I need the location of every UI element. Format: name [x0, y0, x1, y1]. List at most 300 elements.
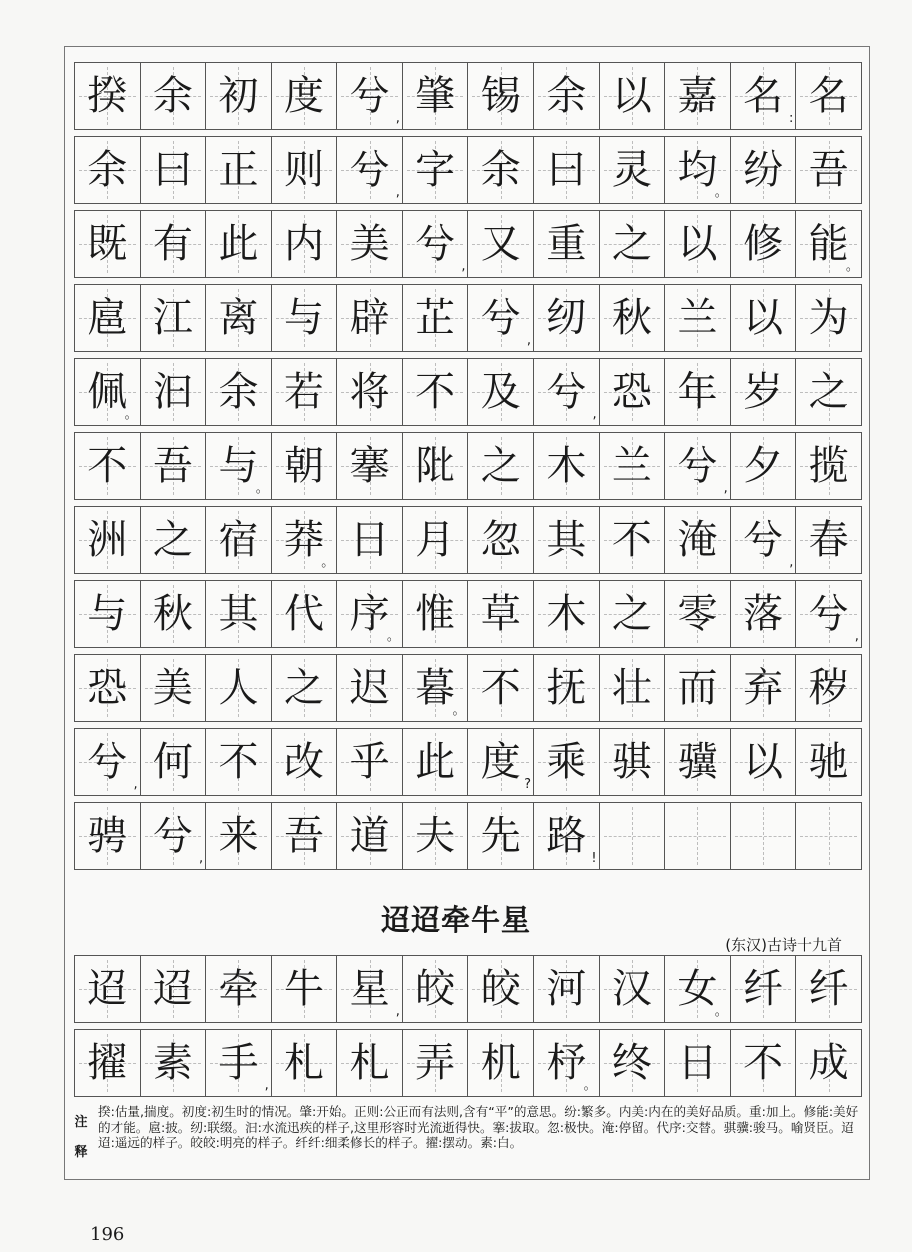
punctuation-mark: , [264, 1078, 269, 1093]
grid-cell [272, 655, 338, 721]
character: 纤 [808, 966, 849, 1012]
grid-cell [75, 507, 141, 573]
character: 序 [349, 591, 390, 637]
character: 之 [480, 443, 521, 489]
character: 兮 [546, 369, 587, 415]
character: 来 [218, 813, 259, 859]
punctuation-mark: , [526, 333, 532, 348]
punctuation-mark: , [395, 185, 400, 200]
grid-cell [731, 803, 797, 869]
character: 兮 [152, 813, 193, 859]
grid-cell [337, 956, 403, 1022]
punctuation-mark: , [789, 555, 794, 570]
grid-cell [665, 803, 731, 869]
character: 纷 [743, 147, 784, 193]
page-number: 196 [90, 1224, 125, 1245]
grid-cell [796, 63, 861, 129]
character: 淹 [677, 517, 718, 563]
grid-cell [75, 285, 141, 351]
grid-cell [665, 137, 731, 203]
grid-cell [206, 211, 272, 277]
character: 之 [284, 665, 325, 711]
character: 惟 [415, 591, 456, 637]
grid-cell [75, 655, 141, 721]
character: 阰 [415, 443, 456, 489]
punctuation-mark: 。 [452, 703, 466, 718]
grid-cell [141, 729, 207, 795]
grid-cell [796, 1030, 861, 1096]
punctuation-mark: , [461, 259, 466, 274]
grid-cell [600, 581, 666, 647]
grid-cell [468, 285, 534, 351]
grid-cell [403, 655, 469, 721]
grid-cell [731, 1030, 797, 1096]
punctuation-mark: ! [591, 851, 597, 866]
grid-cell [337, 433, 403, 499]
grid-cell [206, 729, 272, 795]
punctuation-mark: 。 [714, 1004, 728, 1019]
grid-cell [272, 507, 338, 573]
grid-row [74, 432, 862, 500]
grid-cell [796, 507, 861, 573]
character: 汩 [152, 369, 193, 415]
grid-cell [665, 433, 731, 499]
grid-cell [600, 655, 666, 721]
character: 字 [415, 147, 456, 193]
character: 乎 [349, 739, 390, 785]
character: 离 [218, 295, 259, 341]
character: 重 [546, 221, 587, 267]
character: 改 [284, 739, 325, 785]
grid-cell [468, 803, 534, 869]
character: 牵 [218, 966, 259, 1012]
character: 札 [284, 1040, 325, 1086]
character: 不 [87, 443, 128, 489]
character: 手 [218, 1040, 259, 1086]
grid-cell [141, 137, 207, 203]
grid-cell [141, 285, 207, 351]
grid-cell [403, 63, 469, 129]
character: 既 [87, 221, 128, 267]
character: 吾 [152, 443, 193, 489]
grid-cell [468, 211, 534, 277]
character: 春 [808, 517, 849, 563]
character: 终 [611, 1040, 652, 1086]
character: 其 [218, 591, 259, 637]
grid-cell [534, 803, 600, 869]
grid-cell [337, 507, 403, 573]
grid-cell [600, 1030, 666, 1096]
character: 兮 [677, 443, 718, 489]
grid-cell [272, 63, 338, 129]
grid-cell [796, 655, 861, 721]
character: 忽 [480, 517, 521, 563]
character: 之 [808, 369, 849, 415]
character: 朝 [284, 443, 325, 489]
grid-cell [141, 956, 207, 1022]
grid-cell [272, 211, 338, 277]
grid-cell [534, 285, 600, 351]
grid-cell [534, 433, 600, 499]
grid-cell [337, 803, 403, 869]
grid-cell [731, 137, 797, 203]
grid-cell [600, 803, 666, 869]
grid-cell [600, 507, 666, 573]
grid-cell [731, 211, 797, 277]
character: 为 [808, 295, 849, 341]
character: 与 [87, 591, 128, 637]
character: 能 [808, 221, 849, 267]
character: 乘 [546, 739, 587, 785]
character: 余 [546, 73, 587, 119]
grid-cell [731, 63, 797, 129]
grid-cell [665, 581, 731, 647]
grid-cell [796, 137, 861, 203]
grid-cell [403, 433, 469, 499]
grid-cell [337, 137, 403, 203]
character: 成 [808, 1040, 849, 1086]
grid-cell [75, 211, 141, 277]
character: 嘉 [677, 73, 718, 119]
character: 星 [349, 966, 390, 1012]
character: 日 [349, 517, 390, 563]
grid-cell [665, 655, 731, 721]
character: 日 [677, 1040, 718, 1086]
character: 度 [284, 73, 325, 119]
grid-row [74, 802, 862, 870]
grid-row [74, 284, 862, 352]
character: 以 [743, 295, 784, 341]
character: 夕 [743, 443, 784, 489]
grid-row [74, 506, 862, 574]
grid-cell [796, 956, 861, 1022]
grid-cell [141, 1030, 207, 1096]
grid-cell [272, 359, 338, 425]
character: 揆 [87, 73, 128, 119]
grid-cell [75, 1030, 141, 1096]
character: 余 [480, 147, 521, 193]
grid-cell [600, 211, 666, 277]
character: 木 [546, 443, 587, 489]
character: 零 [677, 591, 718, 637]
character: 木 [546, 591, 587, 637]
grid-cell [206, 137, 272, 203]
character: 兮 [808, 591, 849, 637]
grid-cell [337, 655, 403, 721]
character: 兮 [349, 73, 390, 119]
character: 迢 [87, 966, 128, 1012]
grid-cell [731, 285, 797, 351]
character: 之 [611, 221, 652, 267]
grid-cell [731, 433, 797, 499]
grid-cell [337, 581, 403, 647]
character: 度 [480, 739, 521, 785]
grid-cell [337, 1030, 403, 1096]
character: 芷 [415, 295, 456, 341]
grid-cell [731, 581, 797, 647]
grid-row [74, 1029, 862, 1097]
character: 女 [677, 966, 718, 1012]
grid-cell [600, 433, 666, 499]
character: 皎 [480, 966, 521, 1012]
grid-cell [206, 63, 272, 129]
grid-cell [534, 63, 600, 129]
grid-cell [206, 359, 272, 425]
grid-cell [796, 729, 861, 795]
punctuation-mark: 。 [124, 407, 138, 422]
character: 壮 [611, 665, 652, 711]
grid-cell [796, 359, 861, 425]
character: 兮 [87, 739, 128, 785]
character: 辟 [349, 295, 390, 341]
poem-title: 迢迢牵牛星 [380, 903, 531, 937]
punctuation-mark: , [723, 481, 728, 496]
character: 美 [152, 665, 193, 711]
grid-cell [731, 729, 797, 795]
character: 佩 [87, 369, 128, 415]
grid-cell [337, 359, 403, 425]
character: 迟 [349, 665, 390, 711]
grid-cell [468, 137, 534, 203]
grid-cell [796, 211, 861, 277]
grid-cell [272, 803, 338, 869]
character: 代 [284, 591, 325, 637]
character: 不 [218, 739, 259, 785]
character: 皎 [415, 966, 456, 1012]
character: 江 [152, 295, 193, 341]
character: 正 [218, 147, 259, 193]
character: 擢 [87, 1040, 128, 1086]
punctuation-mark: , [133, 777, 138, 792]
punctuation-mark: 。 [321, 555, 335, 570]
grid-cell [665, 359, 731, 425]
grid-cell [468, 729, 534, 795]
grid-row [74, 210, 862, 278]
character: 余 [152, 73, 193, 119]
character: 名 [743, 73, 784, 119]
character: 不 [415, 369, 456, 415]
character: 灵 [611, 147, 652, 193]
character: 秽 [808, 665, 849, 711]
character: 迢 [152, 966, 193, 1012]
grid-cell [403, 581, 469, 647]
character: 此 [218, 221, 259, 267]
grid-cell [468, 1030, 534, 1096]
punctuation-mark: 。 [845, 259, 859, 274]
character: 秋 [152, 591, 193, 637]
grid-cell [206, 1030, 272, 1096]
character: 以 [743, 739, 784, 785]
grid-cell [141, 63, 207, 129]
grid-cell [468, 655, 534, 721]
character: 纤 [743, 966, 784, 1012]
grid-cell [75, 359, 141, 425]
character: 先 [480, 813, 521, 859]
grid-row [74, 62, 862, 130]
grid-cell [272, 956, 338, 1022]
character: 骥 [677, 739, 718, 785]
character: 抚 [546, 665, 587, 711]
grid-cell [600, 137, 666, 203]
character: 之 [152, 517, 193, 563]
character: 宿 [218, 517, 259, 563]
grid-cell [534, 956, 600, 1022]
grid-row [74, 654, 862, 722]
grid-row [74, 955, 862, 1023]
character: 夫 [415, 813, 456, 859]
character: 内 [284, 221, 325, 267]
punctuation-mark: 。 [386, 629, 400, 644]
grid-cell [337, 285, 403, 351]
character: 不 [611, 517, 652, 563]
practice-grid-poem [74, 955, 862, 1103]
grid-cell [272, 285, 338, 351]
grid-cell [337, 211, 403, 277]
character: 暮 [415, 665, 456, 711]
annotations-text: 揆:估量,揣度。初度:初生时的情况。肇:开始。正则:公正而有法则,含有“平”的意思。纷:繁多。内美:内在的美好品质。重:加上。修能:美好的才能。扈:披。纫:联缀。汩:水流迅疾的样子,这里形容时光流逝得快。搴:拔取。忽:极快。淹:停留。代序:交替。骐骥:骏马。喻贤臣。迢迢:遥远的样子。皎皎:明亮的样子。纤纤:细柔修长的样子。擢:摆动。素:白。 [98, 1104, 859, 1150]
character: 将 [349, 369, 390, 415]
grid-cell [600, 729, 666, 795]
grid-cell [534, 137, 600, 203]
character: 年 [677, 369, 718, 415]
character: 洲 [87, 517, 128, 563]
grid-cell [337, 729, 403, 795]
character: 汉 [611, 966, 652, 1012]
character: 月 [415, 517, 456, 563]
character: 扈 [87, 295, 128, 341]
grid-cell [206, 655, 272, 721]
character: 修 [743, 221, 784, 267]
grid-cell [272, 581, 338, 647]
grid-cell [206, 285, 272, 351]
character: 恐 [611, 369, 652, 415]
grid-cell [534, 507, 600, 573]
practice-grid-lisao [74, 62, 862, 876]
character: 兰 [611, 443, 652, 489]
punctuation-mark: ? [524, 777, 532, 792]
grid-cell [403, 1030, 469, 1096]
character: 揽 [808, 443, 849, 489]
grid-cell [75, 956, 141, 1022]
grid-cell [534, 211, 600, 277]
grid-cell [468, 956, 534, 1022]
character: 恐 [87, 665, 128, 711]
character: 若 [284, 369, 325, 415]
grid-cell [468, 63, 534, 129]
character: 有 [152, 221, 193, 267]
grid-cell [141, 655, 207, 721]
punctuation-mark: 。 [714, 185, 728, 200]
grid-cell [600, 63, 666, 129]
character: 草 [480, 591, 521, 637]
grid-cell [403, 956, 469, 1022]
grid-cell [731, 655, 797, 721]
grid-cell [796, 803, 861, 869]
grid-cell [272, 1030, 338, 1096]
punctuation-mark: , [854, 629, 859, 644]
character: 美 [349, 221, 390, 267]
grid-row [74, 136, 862, 204]
grid-cell [468, 433, 534, 499]
grid-cell [206, 433, 272, 499]
character: 肇 [415, 73, 456, 119]
character: 不 [743, 1040, 784, 1086]
character: 机 [480, 1040, 521, 1086]
punctuation-mark: 。 [255, 481, 269, 496]
grid-cell [141, 803, 207, 869]
grid-cell [796, 581, 861, 647]
grid-cell [600, 359, 666, 425]
character: 与 [284, 295, 325, 341]
grid-cell [731, 956, 797, 1022]
punctuation-mark: , [592, 407, 597, 422]
punctuation-mark: , [395, 111, 400, 126]
character: 此 [415, 739, 456, 785]
grid-cell [665, 285, 731, 351]
character: 以 [677, 221, 718, 267]
character: 则 [284, 147, 325, 193]
character: 搴 [349, 443, 390, 489]
character: 兮 [480, 295, 521, 341]
character: 骐 [611, 739, 652, 785]
grid-cell [731, 359, 797, 425]
grid-row [74, 728, 862, 796]
grid-cell [75, 137, 141, 203]
grid-row [74, 580, 862, 648]
character: 莽 [284, 517, 325, 563]
grid-cell [665, 729, 731, 795]
character: 骋 [87, 813, 128, 859]
character: 兮 [349, 147, 390, 193]
character: 兮 [415, 221, 456, 267]
grid-cell [665, 211, 731, 277]
grid-cell [272, 729, 338, 795]
grid-cell [665, 507, 731, 573]
grid-cell [796, 433, 861, 499]
character: 秋 [611, 295, 652, 341]
grid-cell [534, 1030, 600, 1096]
character: 名 [808, 73, 849, 119]
character: 落 [743, 591, 784, 637]
character: 岁 [743, 369, 784, 415]
punctuation-mark: , [395, 1004, 400, 1019]
grid-cell [534, 729, 600, 795]
grid-cell [272, 137, 338, 203]
poem-author: (东汉)古诗十九首 [725, 936, 842, 954]
character: 以 [611, 73, 652, 119]
grid-cell [600, 956, 666, 1022]
character: 其 [546, 517, 587, 563]
character: 余 [87, 147, 128, 193]
character: 与 [218, 443, 259, 489]
grid-cell [665, 63, 731, 129]
grid-cell [468, 507, 534, 573]
character: 锡 [480, 73, 521, 119]
character: 又 [480, 221, 521, 267]
grid-cell [75, 433, 141, 499]
grid-cell [665, 956, 731, 1022]
character: 吾 [808, 147, 849, 193]
grid-cell [468, 581, 534, 647]
character: 素 [152, 1040, 193, 1086]
character: 道 [349, 813, 390, 859]
character: 路 [546, 813, 587, 859]
annotations [74, 1104, 862, 1174]
grid-cell [403, 285, 469, 351]
character: 而 [677, 665, 718, 711]
character: 札 [349, 1040, 390, 1086]
grid-row [74, 358, 862, 426]
